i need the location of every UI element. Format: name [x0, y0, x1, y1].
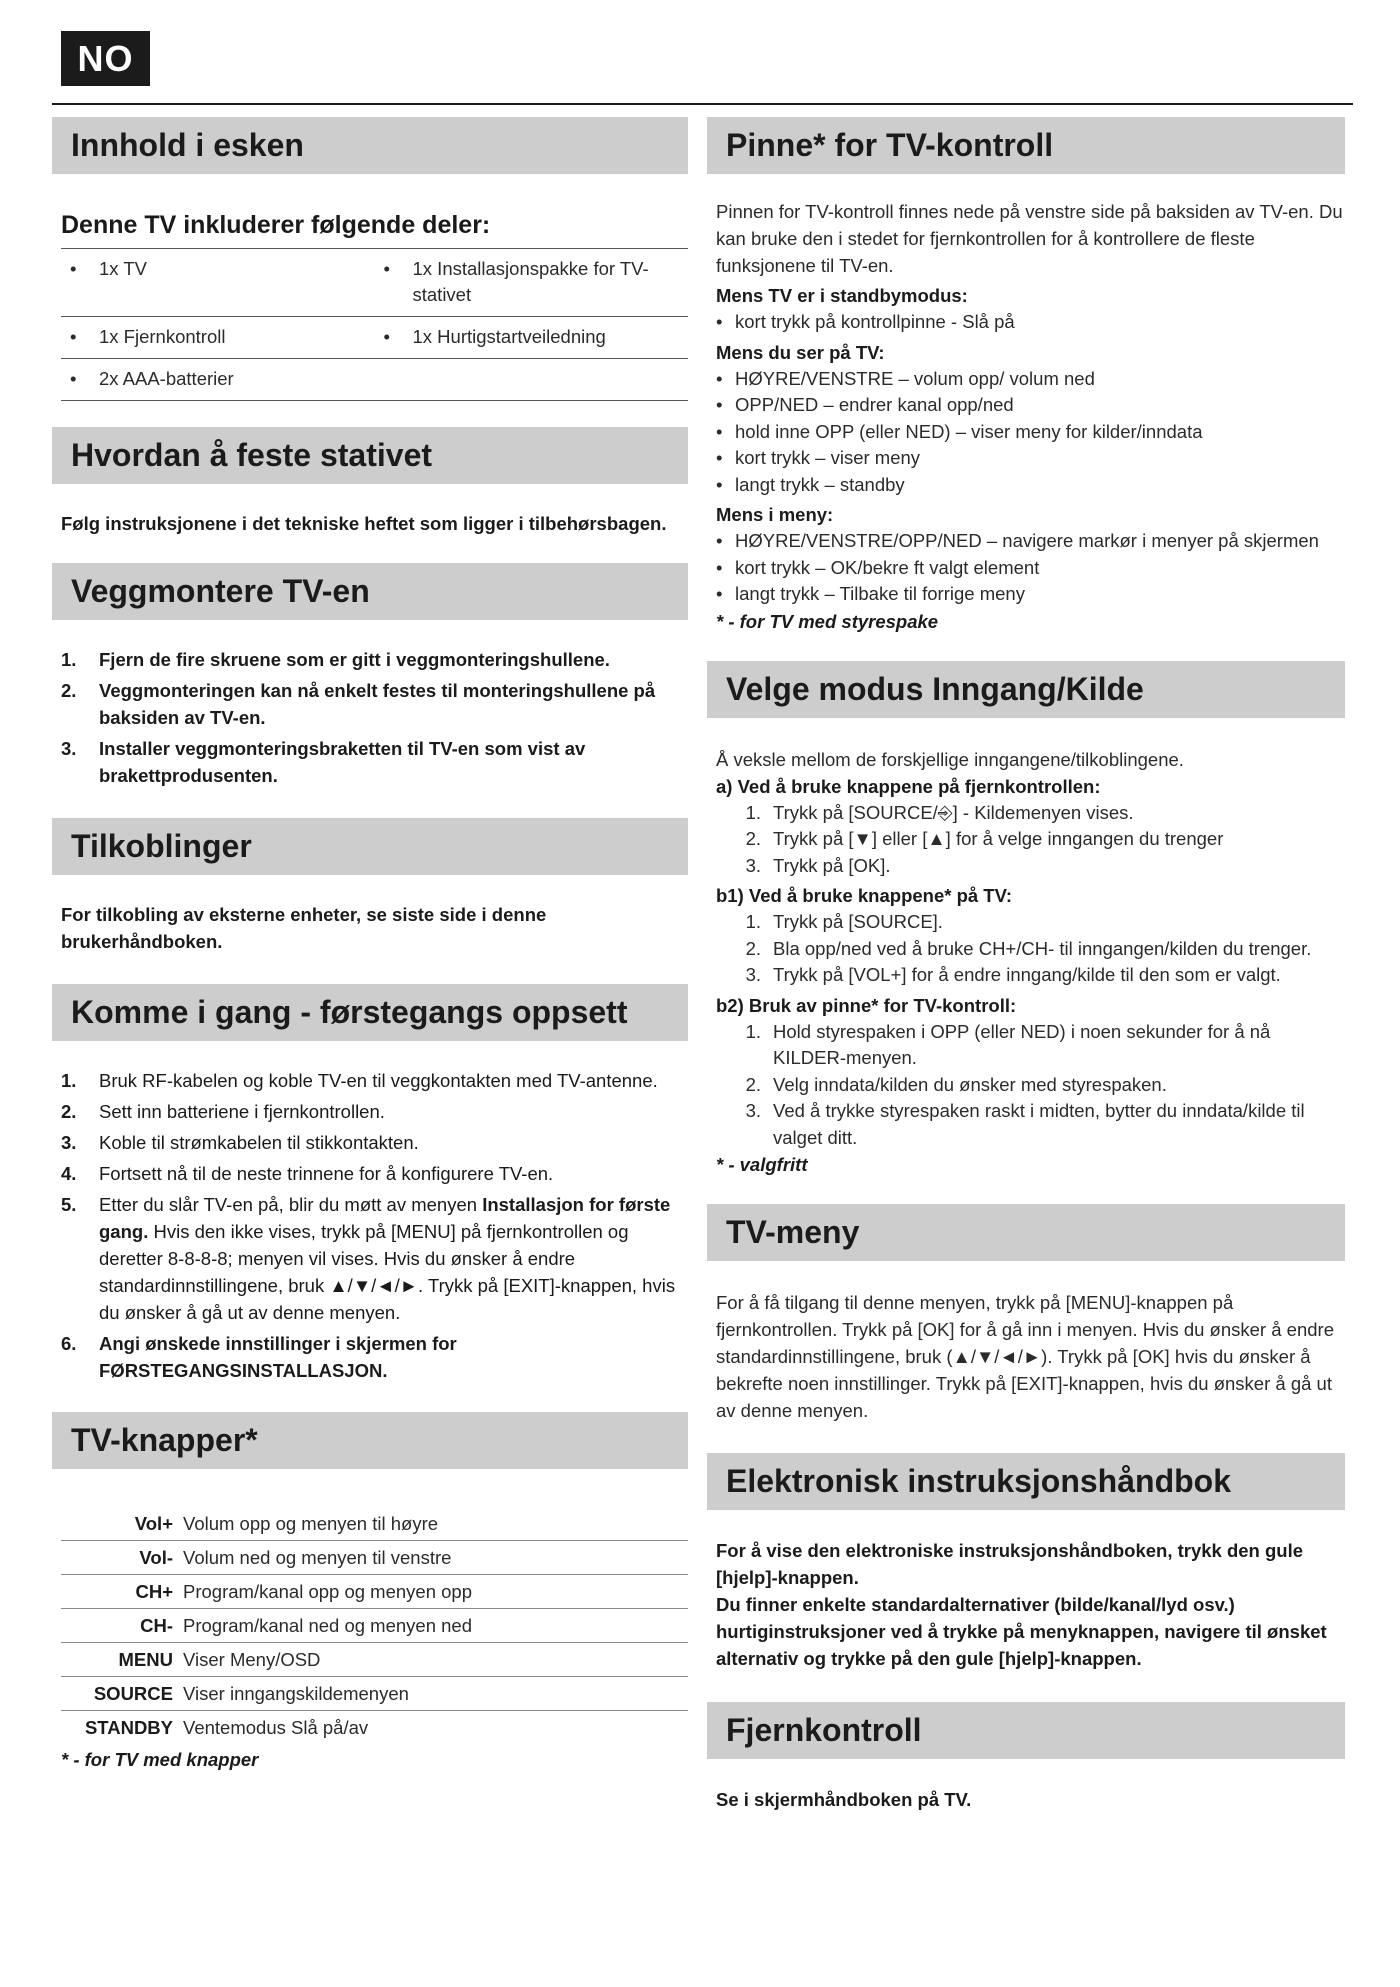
tv-menu-text: For å få tilgang til denne menyen, trykk på [MENU]-knappen på fjernkontrollen. Trykk på [OK] for å gå inn i menyen. Hvis du ønsker å endre standardinnstillingene, bruk (▲/▼/◄/►). Trykk på [OK] hvis du ønsker å bekrefte noen innstillinger. Trykk på [EXIT]-knappen, hvis du ønsker å gå ut av denne menyen. — [716, 1292, 1334, 1421]
contents-item: 1x Installasjonspakke for TV-stativet — [412, 258, 649, 305]
right-column — [707, 117, 1345, 1813]
source-footnote: * - valgfritt — [716, 1154, 808, 1175]
list-item: 3. Installer veggmonteringsbraketten til TV-en som vist av brakettprodusenten. — [61, 738, 586, 786]
contents-item: 2x AAA-batterier — [99, 368, 234, 389]
source-tv-buttons-heading: b1) Ved å bruke knappene* på TV: — [716, 885, 1013, 906]
contents-item: 1x Fjernkontroll — [99, 326, 226, 347]
section-heading-remote: Fjernkontroll — [707, 1702, 1345, 1759]
section-heading-connections: Tilkoblinger — [52, 818, 688, 875]
table-row: Vol+ Volum opp og menyen til høyre — [61, 1507, 688, 1541]
bullet-icon: • — [70, 258, 77, 279]
list-item: • hold inne OPP (eller NED) – viser meny for kilder/inndata — [716, 420, 1203, 442]
contents-row — [61, 249, 688, 317]
list-item: • kort trykk – viser meny — [716, 447, 921, 468]
emanual-text-2: Du finner enkelte standardalternativer (bilde/kanal/lyd osv.) hurtiginstruksjoner ved å trykke på menyknappen, navigere til ønsket alternativ og trykke på den gule [hjelp]-knappen. — [716, 1594, 1327, 1669]
wall-mount-steps — [61, 646, 688, 789]
joystick-intro: Pinnen for TV-kontroll finnes nede på venstre side på baksiden av TV-en. Du kan bruke den i stedet for fjernkontrollen for å kontrollere de fleste funksjonene til TV-en. — [716, 201, 1343, 276]
list-item: 6. Angi ønskede innstillinger i skjermen for FØRSTEGANGSINSTALLASJON. — [61, 1333, 457, 1381]
list-item: 3. Koble til strømkabelen til stikkontakten. — [61, 1132, 419, 1153]
section-heading-tv-buttons: TV-knapper* — [52, 1412, 688, 1469]
list-item: 2. Velg inndata/kilden du ønsker med styrespaken. — [745, 1073, 1167, 1095]
joystick-menu-heading: Mens i meny: — [716, 504, 834, 525]
remote-text: Se i skjermhåndboken på TV. — [716, 1789, 972, 1810]
list-item: 3. Ved å trykke styrespaken raskt i midten, bytter du inndata/kilde til valget ditt. — [745, 1100, 1305, 1148]
list-item: 3. Trykk på [OK]. — [745, 854, 891, 876]
table-row: Vol- Volum ned og menyen til venstre — [61, 1541, 688, 1575]
list-item: • langt trykk – standby — [716, 473, 905, 495]
bullet-icon: • — [70, 326, 77, 347]
contents-subtitle: Denne TV inkluderer følgende deler: — [61, 211, 688, 249]
list-item: 2. Bla opp/ned ved å bruke CH+/CH- til inngangen/kilden du trenger. — [745, 937, 1312, 959]
left-column — [52, 117, 688, 1771]
joystick-standby-heading: Mens TV er i standbymodus: — [716, 285, 968, 306]
list-item: 5. Etter du slår TV-en på, blir du møtt av menyen Installasjon for første gang. Hvis den ikke vises, trykk på [MENU] på fjernkontrollen og deretter 8-8-8-8; menyen vil vises. Hvis du ønsker å endre standardinnstillingene, bruk ▲/▼/◄/►. Trykk på [EXIT]-knappen, hvis du ønsker å gå ut av denne menyen. — [61, 1194, 676, 1323]
section-heading-tv-menu: TV-meny — [707, 1204, 1345, 1261]
table-row: SOURCE Viser inngangskildemenyen — [61, 1677, 688, 1711]
list-item: 2. Trykk på [▼] eller [▲] for å velge inngangen du trenger — [745, 828, 1224, 849]
list-item: • langt trykk – Tilbake til forrige meny — [716, 583, 1025, 604]
source-remote-heading: a) Ved å bruke knappene på fjernkontrollen: — [716, 775, 1101, 797]
source-intro: Å veksle mellom de forskjellige inngangene/tilkoblingene. — [716, 748, 1184, 770]
contents-item: 1x TV — [99, 258, 147, 279]
list-item: 1. Hold styrespaken i OPP (eller NED) i noen sekunder for å nå KILDER-menyen. — [745, 1020, 1271, 1068]
list-item: 1. Trykk på [SOURCE]. — [745, 911, 943, 932]
contents-row — [61, 317, 688, 359]
bullet-icon: • — [383, 326, 390, 347]
top-divider — [52, 103, 1353, 105]
joystick-watch-heading: Mens du ser på TV: — [716, 341, 885, 363]
contents-table — [61, 249, 688, 401]
list-item: 3. Trykk på [VOL+] for å endre inngang/kilde til den som er valgt. — [745, 964, 1281, 985]
section-heading-setup: Komme i gang - førstegangs oppsett — [52, 984, 688, 1041]
table-row: CH- Program/kanal ned og menyen ned — [61, 1609, 688, 1643]
list-item: 1. Trykk på [SOURCE/⎆] - Kildemenyen vises. — [745, 801, 1134, 823]
list-item: • HØYRE/VENSTRE – volum opp/ volum ned — [716, 367, 1095, 389]
setup-steps — [61, 1067, 688, 1384]
emanual-text-1: For å vise den elektroniske instruksjonshåndboken, trykk den gule [hjelp]-knappen. — [716, 1540, 1304, 1588]
list-item: • kort trykk på kontrollpinne - Slå på — [716, 311, 1015, 332]
list-item: 1. Fjern de fire skruene som er gitt i veggmonteringshullene. — [61, 649, 610, 670]
connections-text: For tilkobling av eksterne enheter, se siste side i denne brukerhåndboken. — [61, 904, 547, 952]
list-item: • OPP/NED – endrer kanal opp/ned — [716, 394, 1014, 415]
list-item: • HØYRE/VENSTRE/OPP/NED – navigere markør i menyer på skjermen — [716, 530, 1319, 551]
source-joystick-heading: b2) Bruk av pinne* for TV-kontroll: — [716, 994, 1017, 1016]
joystick-footnote: * - for TV med styrespake — [716, 610, 939, 632]
table-row: STANDBY Ventemodus Slå på/av — [84, 1717, 369, 1738]
list-item: 2. Sett inn batteriene i fjernkontrollen. — [61, 1101, 385, 1122]
section-heading-stand: Hvordan å feste stativet — [52, 427, 688, 484]
tv-buttons-table — [61, 1507, 688, 1745]
section-heading-emanual: Elektronisk instruksjonshåndbok — [707, 1453, 1345, 1510]
section-heading-source: Velge modus Inngang/Kilde — [707, 661, 1345, 718]
section-heading-wall-mount: Veggmontere TV-en — [52, 563, 688, 620]
stand-instructions: Følg instruksjonene i det tekniske heftet som ligger i tilbehørsbagen. — [61, 513, 667, 534]
section-heading-contents: Innhold i esken — [52, 117, 688, 174]
language-badge: NO — [61, 31, 150, 86]
list-item: 1. Bruk RF-kabelen og koble TV-en til veggkontakten med TV-antenne. — [61, 1070, 658, 1091]
list-item: 2. Veggmonteringen kan nå enkelt festes til monteringshullene på baksiden av TV-en. — [61, 680, 656, 728]
tv-buttons-footnote: * - for TV med knapper — [61, 1749, 259, 1770]
contents-row — [61, 359, 688, 401]
section-heading-joystick: Pinne* for TV-kontroll — [707, 117, 1345, 174]
list-item: 4. Fortsett nå til de neste trinnene for å konfigurere TV-en. — [61, 1163, 554, 1184]
bullet-icon: • — [70, 368, 77, 389]
table-row: CH+ Program/kanal opp og menyen opp — [61, 1575, 688, 1609]
table-row: MENU Viser Meny/OSD — [61, 1643, 688, 1677]
bullet-icon: • — [383, 258, 390, 279]
list-item: • kort trykk – OK/bekre ft valgt element — [716, 556, 1040, 578]
contents-item: 1x Hurtigstartveiledning — [412, 326, 606, 347]
